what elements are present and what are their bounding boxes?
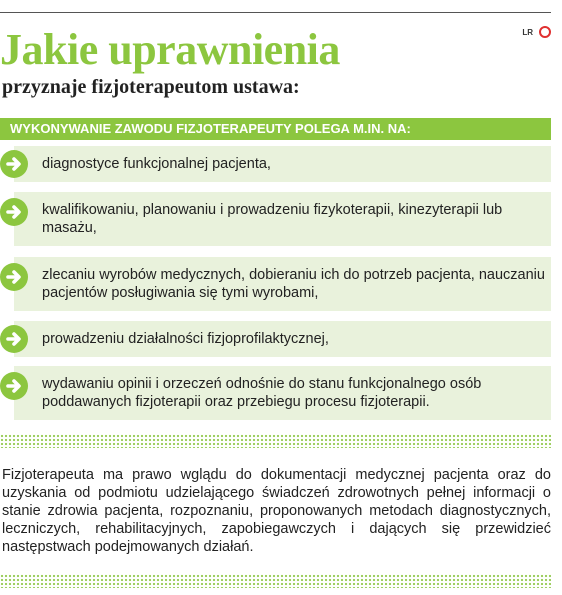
list-item	[0, 366, 551, 420]
section-banner: WYKONYWANIE ZAWODU FIZJOTERAPEUTY POLEGA M.IN. NA:	[0, 118, 551, 140]
list-item	[0, 257, 551, 311]
body-paragraph: Fizjoterapeuta ma prawo wglądu do dokumentacji medycznej pacjenta oraz do uzyskania od podmiotu udzielającego świadczeń zdrowotnych pełnej informacji o stanie zdrowia pacjenta, rozpoznaniu, proponowanych metodach diagnostycznych, leczniczych, rehabilitacyjnych, zapobiegawczych i dających się przewidzieć następstwach podejmowanych działań.	[2, 467, 551, 555]
top-rule	[0, 12, 551, 13]
list-item-text: kwalifikowaniu, planowaniu i prowadzeniu fizykoterapii, kinezyterapii lub masażu,	[42, 202, 503, 236]
page-subtitle: przyznaje fizjoterapeutom ustawa:	[2, 76, 300, 98]
arrow-right-circle-icon	[0, 150, 28, 178]
list-item	[0, 321, 551, 357]
list-item-text: wydawaniu opinii i orzeczeń odnośnie do stanu funkcjonalnego osób poddawanych fizjoterapii oraz przebiegu procesu fizjoterapii.	[42, 376, 482, 410]
list-item-text: diagnostyce funkcjonalnej pacjenta,	[42, 156, 271, 172]
list-item	[0, 146, 551, 182]
dotted-divider	[0, 434, 551, 448]
arrow-right-circle-icon	[0, 372, 28, 400]
arrow-right-circle-icon	[0, 263, 28, 291]
arrow-right-circle-icon	[0, 198, 28, 226]
list-item	[0, 192, 551, 246]
page-title: Jakie uprawnienia	[0, 25, 340, 74]
arrow-right-circle-icon	[0, 325, 28, 353]
author-initials: LR	[522, 27, 533, 37]
credit	[522, 26, 551, 38]
cp-logo-icon	[539, 26, 551, 38]
list-item-text: prowadzeniu działalności fizjoprofilaktycznej,	[42, 331, 329, 347]
dotted-divider	[0, 574, 551, 588]
list-item-text: zlecaniu wyrobów medycznych, dobieraniu ich do potrzeb pacjenta, nauczaniu pacjentów posługiwania się tymi wyrobami,	[42, 267, 545, 301]
